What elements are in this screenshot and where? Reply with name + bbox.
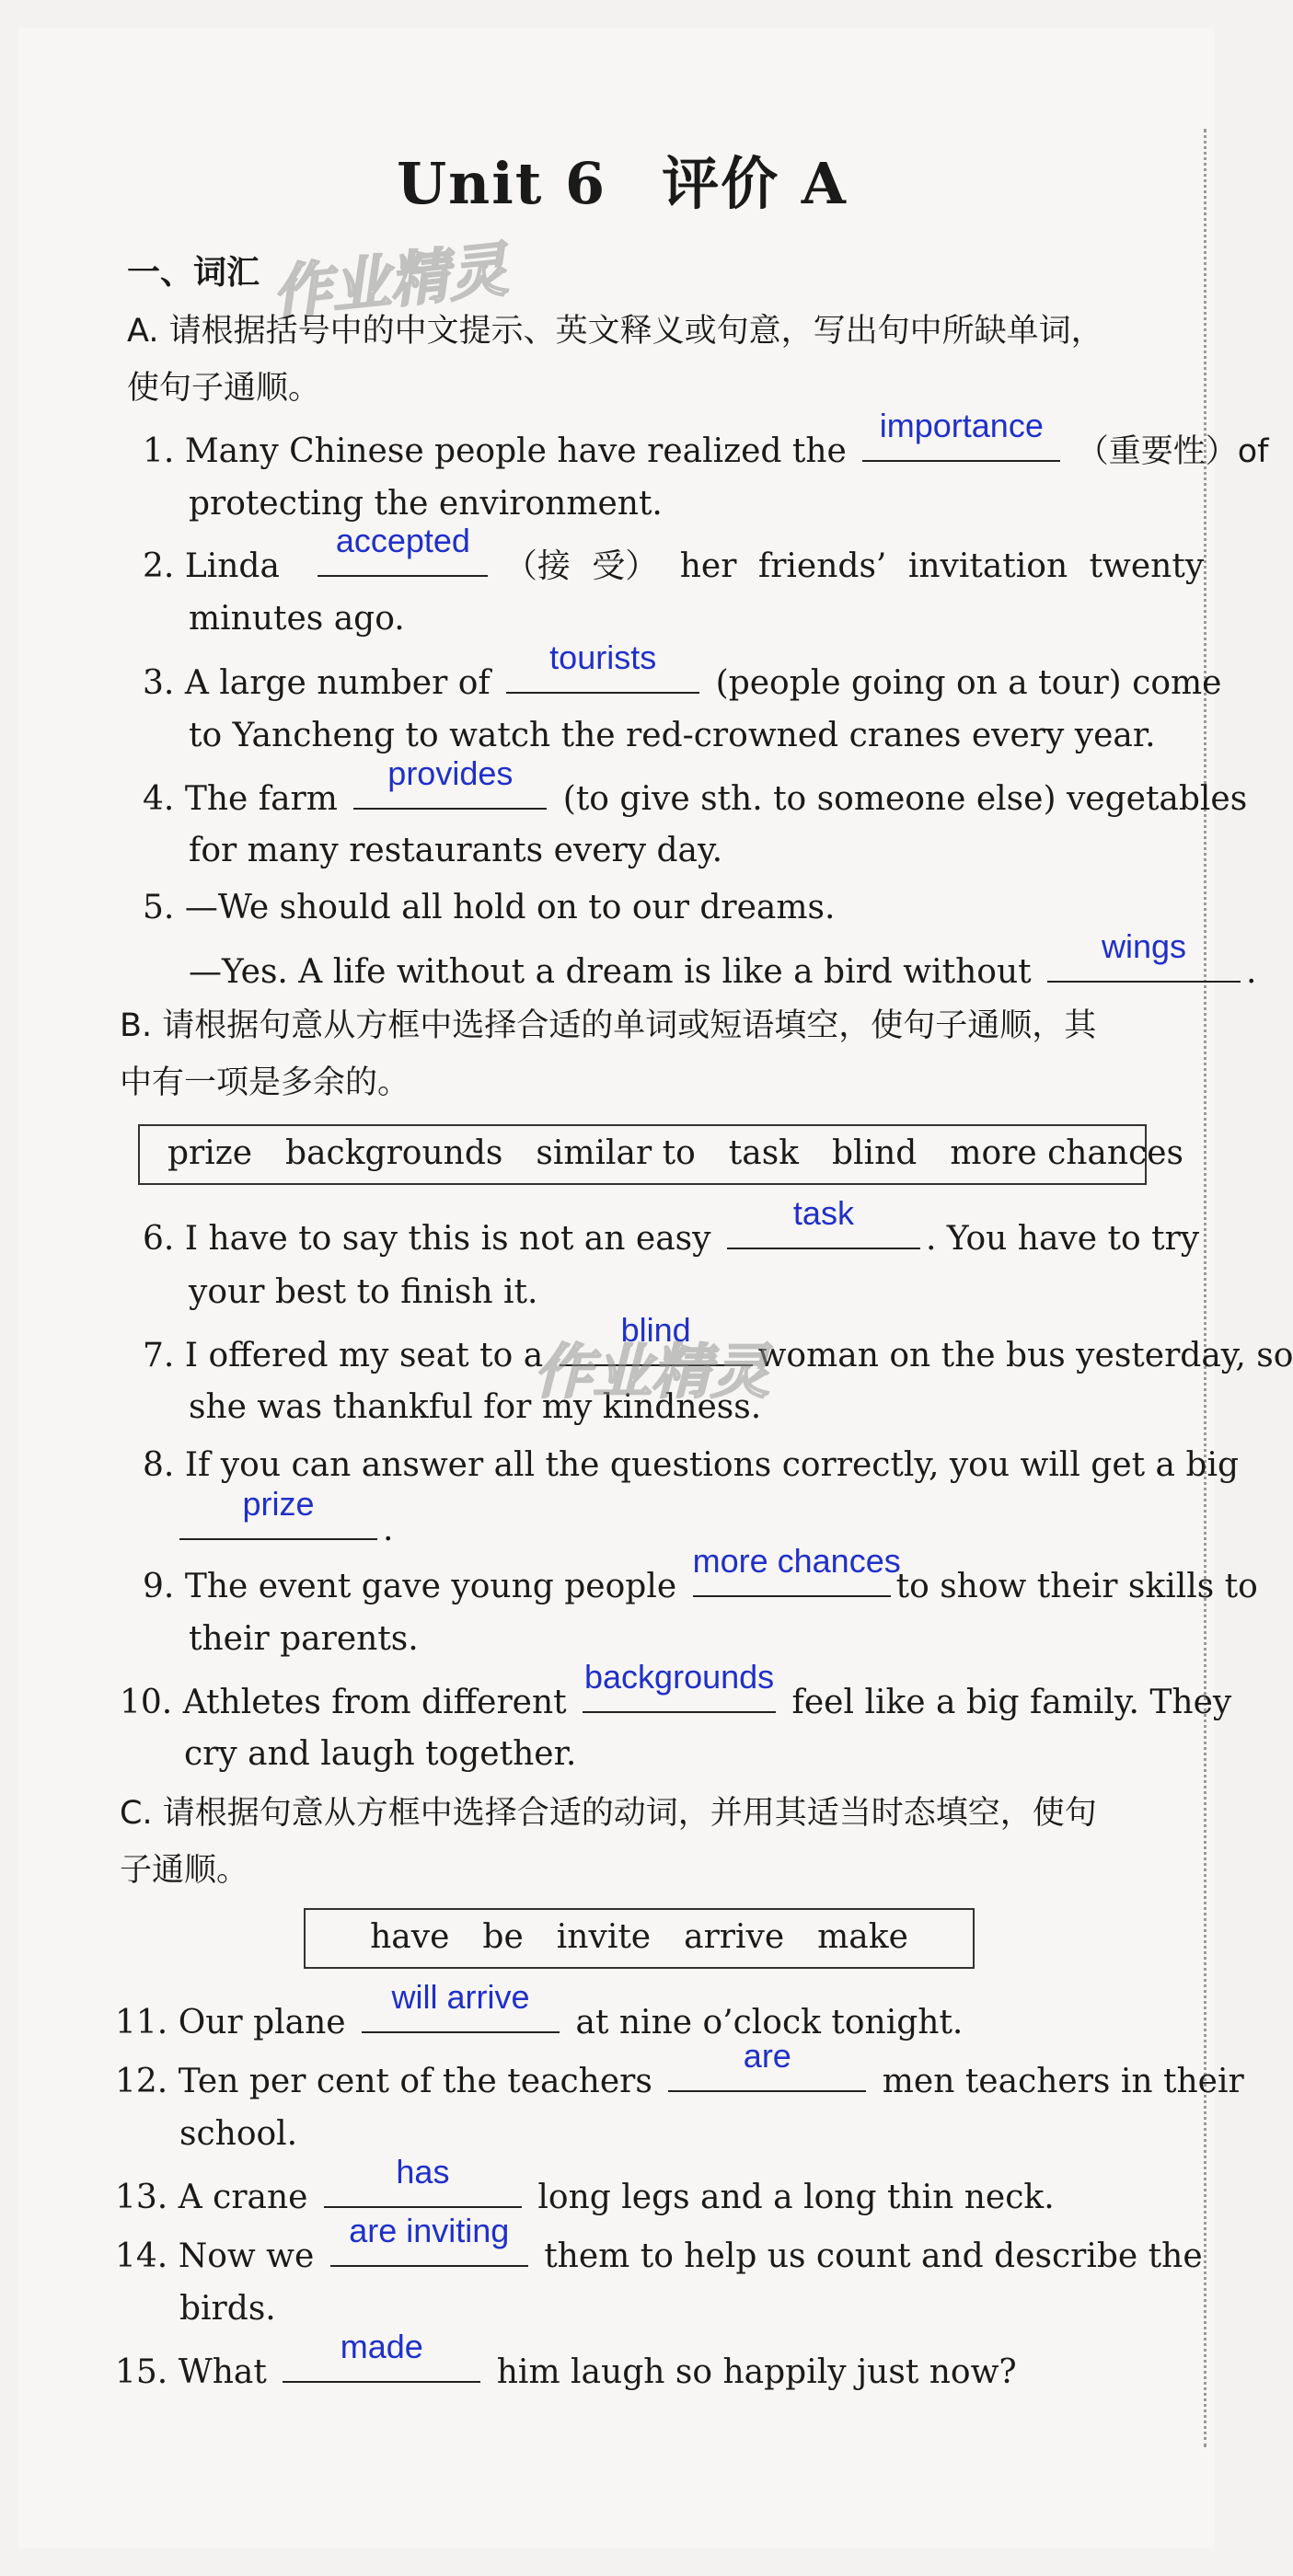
- answer-6: task: [792, 1194, 854, 1232]
- question-7: 7. I offered my seat to a blind woman on the bus yesterday, so: [143, 1328, 1293, 1379]
- question-4-line2: for many restaurants every day.: [189, 832, 723, 869]
- question-14-line2: birds.: [179, 2290, 276, 2328]
- answer-blank-3[interactable]: [506, 638, 699, 694]
- question-13: 13. A crane has long legs and a long thin neck.: [115, 2169, 1055, 2221]
- answer-blank-4[interactable]: [353, 754, 547, 810]
- question-6: 6. I have to say this is not an easy task . You have to try: [143, 1211, 1199, 1262]
- answer-blank-1[interactable]: [862, 407, 1060, 462]
- question-14: 14. Now we are inviting them to help us count and describe the: [115, 2228, 1203, 2280]
- partC-instruction-line2: 子通顺。: [120, 1852, 249, 1889]
- question-9: 9. The event gave young people more chances to show their skills to: [143, 1558, 1258, 1610]
- partC-word-box: [304, 1908, 975, 1969]
- question-6-line2: your best to finish it.: [189, 1273, 538, 1311]
- question-2-line2: minutes ago.: [189, 600, 405, 638]
- answer-blank-5[interactable]: [1047, 927, 1241, 983]
- box-word: prize: [167, 1134, 253, 1172]
- question-3: 3. A large number of tourists (people going on a tour) come: [143, 655, 1221, 707]
- answer-blank-15[interactable]: [283, 2328, 480, 2383]
- answer-blank-6[interactable]: [727, 1194, 920, 1249]
- box-word: have: [370, 1918, 450, 1956]
- answer-1: importance: [879, 407, 1044, 444]
- answer-9: more chances: [692, 1542, 901, 1580]
- question-10: 10. Athletes from different backgrounds feel like a big family. They: [120, 1674, 1231, 1726]
- box-word: backgrounds: [285, 1134, 503, 1172]
- answer-2: accepted: [335, 522, 470, 559]
- answer-blank-12[interactable]: [668, 2037, 866, 2092]
- box-word: more chances: [950, 1134, 1184, 1172]
- question-10-line2: cry and laugh together.: [184, 1735, 577, 1773]
- answer-blank-7[interactable]: [560, 1311, 753, 1366]
- question-1: 1. Many Chinese people have realized the importance （重要性）of: [143, 423, 1269, 475]
- box-word: task: [728, 1134, 799, 1172]
- question-8-line2: prize .: [179, 1501, 393, 1553]
- answer-blank-2[interactable]: [317, 522, 488, 577]
- question-8: 8. If you can answer all the questions correctly, you will get a big: [143, 1446, 1240, 1484]
- box-word: arrive: [684, 1918, 785, 1956]
- answer-7: blind: [620, 1311, 691, 1349]
- question-3-line2: to Yancheng to watch the red-crowned cranes every year.: [189, 717, 1156, 754]
- question-12: 12. Ten per cent of the teachers are men teachers in their: [115, 2053, 1244, 2105]
- question-7-line2: she was thankful for my kindness.: [189, 1388, 762, 1426]
- answer-blank-8[interactable]: [179, 1485, 377, 1540]
- answer-3: tourists: [549, 638, 657, 676]
- answer-12: are: [743, 2037, 791, 2075]
- partB-word-box: [138, 1124, 1184, 1185]
- question-2: 2. Linda accepted （接 受） her friends’ invitation twenty: [143, 538, 1173, 590]
- answer-10: backgrounds: [584, 1658, 775, 1696]
- question-15: 15. What made him laugh so happily just now?: [115, 2344, 1017, 2396]
- question-11: 11. Our plane will arrive at nine o’clock tonight.: [115, 1995, 963, 2046]
- title-unit: Unit 6: [397, 150, 607, 217]
- answer-8: prize: [242, 1485, 315, 1523]
- question-12-line2: school.: [179, 2115, 298, 2153]
- question-9-line2: their parents.: [189, 1620, 419, 1658]
- question-5: 5. —We should all hold on to our dreams.: [143, 889, 836, 926]
- answer-11: will arrive: [391, 1978, 530, 2016]
- question-1-line2: protecting the environment.: [189, 485, 663, 523]
- answer-15: made: [340, 2328, 423, 2365]
- question-4: 4. The farm provides (to give sth. to someone else) vegetables: [143, 771, 1247, 822]
- answer-blank-11[interactable]: [362, 1978, 560, 2033]
- partC-instruction-line1: C. 请根据句意从方框中选择合适的动词，并用其适当时态填空，使句: [120, 1795, 1097, 1832]
- answer-blank-9[interactable]: [692, 1542, 901, 1597]
- section-heading: 一、词汇: [127, 254, 260, 292]
- answer-blank-13[interactable]: [324, 2153, 522, 2208]
- box-word: be: [482, 1918, 524, 1956]
- box-word: blind: [832, 1134, 918, 1172]
- page-title: [0, 138, 1244, 220]
- box-word: invite: [556, 1918, 652, 1956]
- partB-instruction-line1: B. 请根据句意从方框中选择合适的单词或短语填空，使句子通顺，其: [120, 1007, 1097, 1044]
- title-label: 评价 A: [662, 150, 848, 217]
- answer-14: are inviting: [349, 2212, 510, 2249]
- answer-blank-10[interactable]: [583, 1658, 776, 1713]
- question-5-line2: —Yes. A life without a dream is like a bird without wings .: [189, 944, 1257, 995]
- answer-blank-14[interactable]: [330, 2212, 528, 2267]
- partA-instruction-line2: 使句子通顺。: [127, 370, 321, 407]
- box-word: similar to: [536, 1134, 696, 1172]
- box-word: make: [817, 1918, 908, 1956]
- answer-4: provides: [387, 754, 514, 792]
- answer-13: has: [396, 2153, 450, 2191]
- answer-5: wings: [1102, 927, 1187, 965]
- partB-instruction-line2: 中有一项是多余的。: [120, 1064, 410, 1101]
- partA-instruction-line1: A. 请根据括号中的中文提示、英文释义或句意，写出句中所缺单词，: [127, 313, 1103, 350]
